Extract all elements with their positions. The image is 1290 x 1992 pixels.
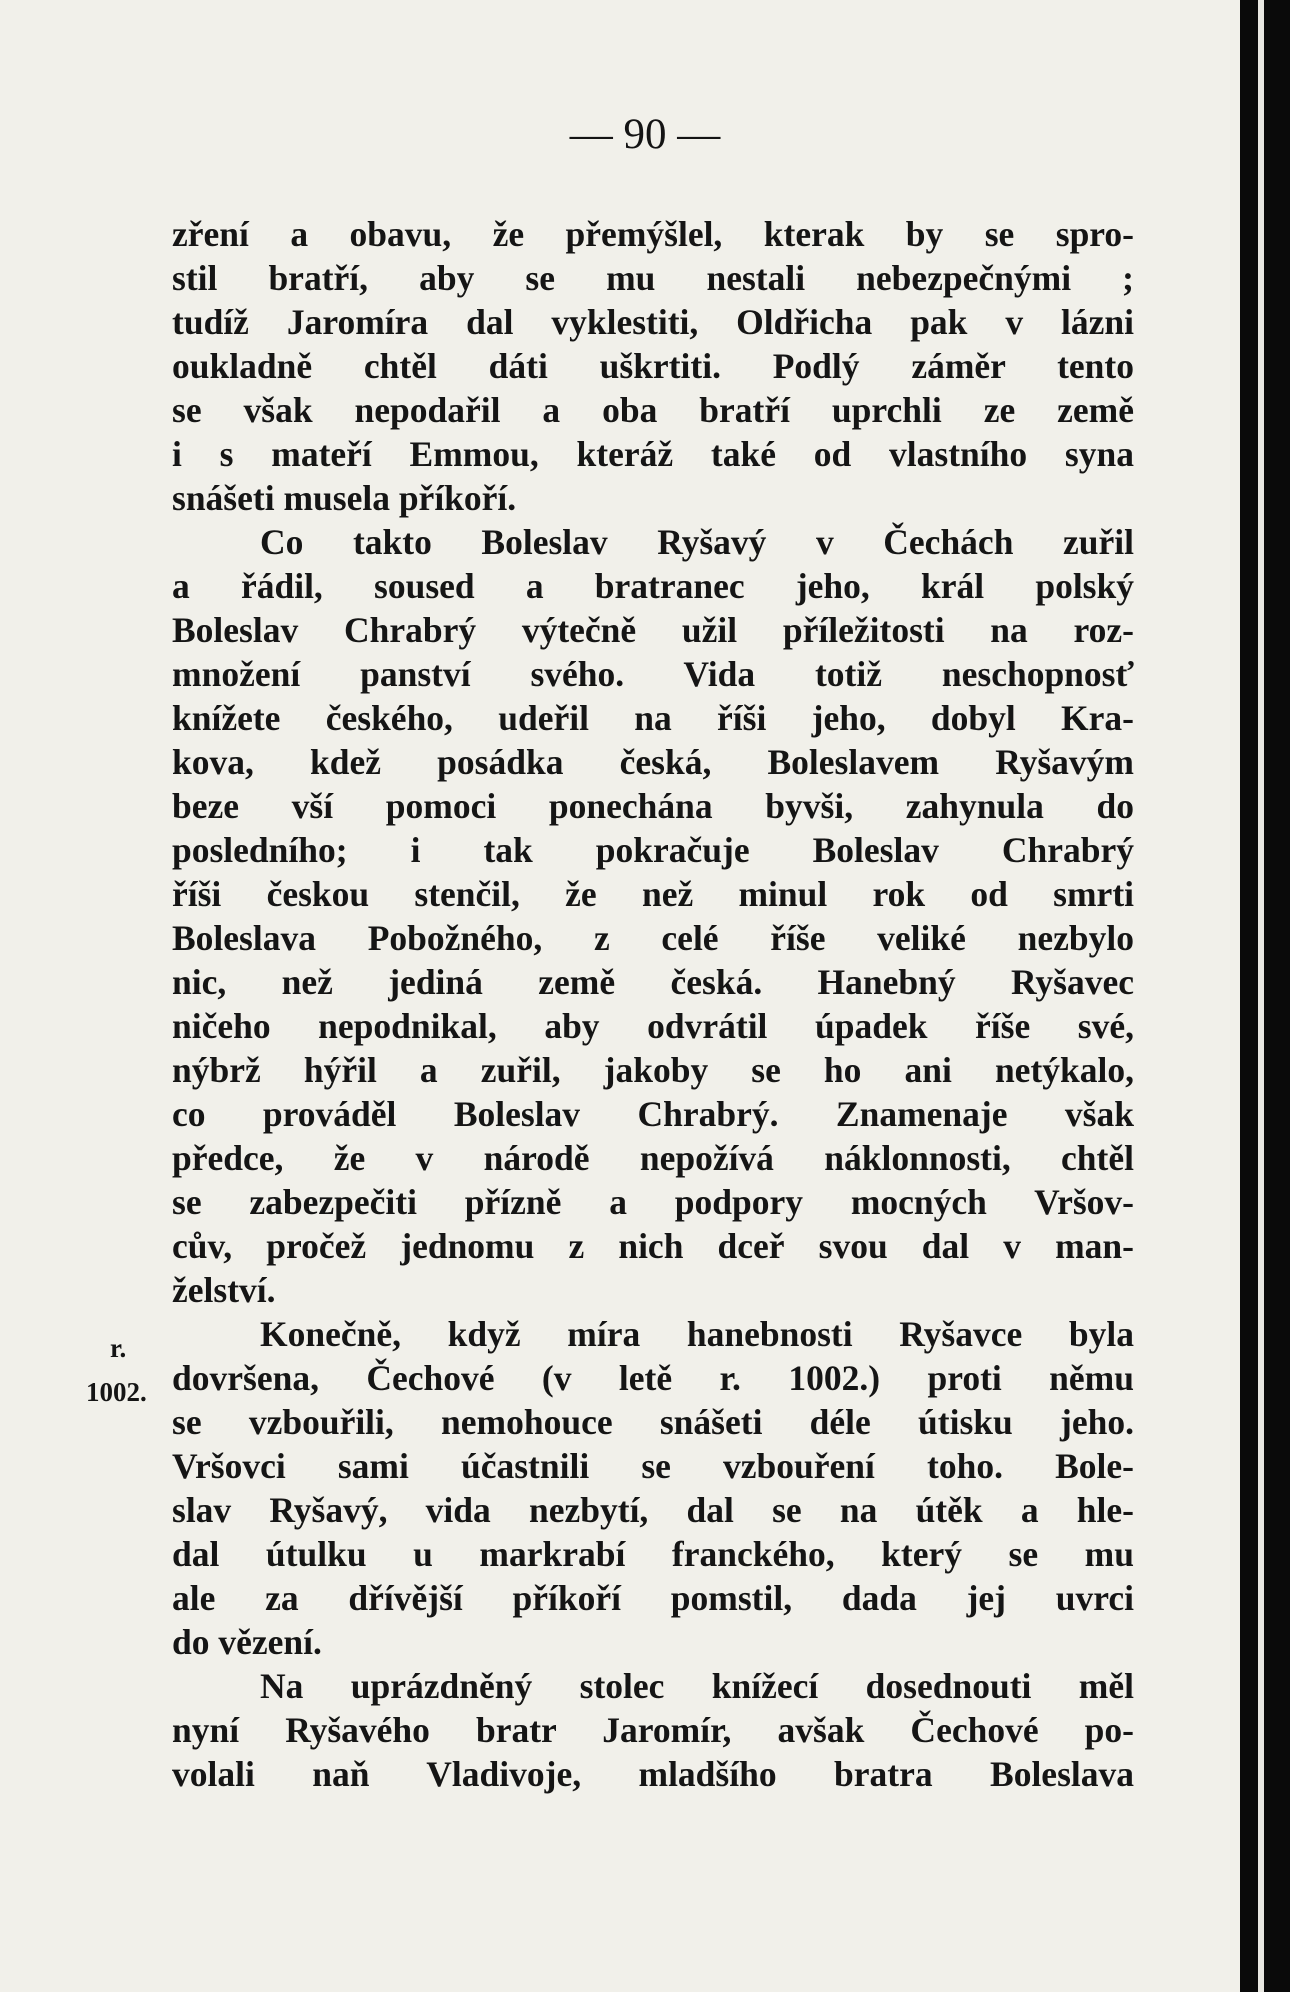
text-line: ničeho nepodnikal, aby odvrátil úpadek říše své, [172,1006,1134,1046]
body-text [172,212,1134,1796]
text-line: nyní Ryšavého bratr Jaromír, avšak Čechové po- [172,1710,1134,1750]
margin-note-label: r. [110,1333,127,1363]
text-line: volali naň Vladivoje, mladšího bratra Boleslava [172,1754,1134,1794]
text-line: se vzbouřili, nemohouce snášeti déle útisku jeho. [172,1402,1134,1442]
text-line: posledního; i tak pokračuje Boleslav Chrabrý [172,830,1134,870]
text-line: co prováděl Boleslav Chrabrý. Znamenaje však [172,1094,1134,1134]
text-line: knížete českého, udeřil na říši jeho, dobyl Kra- [172,698,1134,738]
text-line: a řádil, soused a bratranec jeho, král polský [172,566,1134,606]
text-line: želství. [172,1270,276,1310]
text-line: nýbrž hýřil a zuřil, jakoby se ho ani netýkalo, [172,1050,1134,1090]
text-line: tudíž Jaromíra dal vyklestiti, Oldřicha pak v lázni [172,302,1134,342]
text-line: množení panství svého. Vida totiž neschopnosť [172,654,1134,694]
scan-edge-line [1258,0,1264,1992]
text-line: Vršovci sami účastnili se vzbouření toho. Bole- [172,1446,1134,1486]
text-line: beze vší pomoci ponechána byvši, zahynula do [172,786,1134,826]
text-line: nic, než jediná země česká. Hanebný Ryšavec [172,962,1134,1002]
text-line: předce, že v národě nepožívá náklonnosti, chtěl [172,1138,1134,1178]
text-line: Boleslava Pobožného, z celé říše veliké nezbylo [172,918,1134,958]
text-line: Boleslav Chrabrý výtečně užil příležitosti na roz- [172,610,1134,650]
text-line: kova, kdež posádka česká, Boleslavem Ryšavým [172,742,1134,782]
margin-note-year: 1002. [86,1377,147,1407]
page-number: — 90 — [569,111,721,158]
text-line: cův, pročež jednomu z nich dceř svou dal v man- [172,1226,1134,1266]
paragraph-start: Na uprázdněný stolec knížecí dosednouti měl [260,1666,1134,1706]
text-line: říši českou stenčil, že než minul rok od smrti [172,874,1134,914]
paragraph-start: Co takto Boleslav Ryšavý v Čechách zuřil [260,522,1134,562]
text-line: dal útulku u markrabí franckého, který se mu [172,1534,1134,1574]
text-line: se však nepodařil a oba bratří uprchli ze země [172,390,1134,430]
text-line: snášeti musela příkoří. [172,478,517,518]
scan-dark-edge [1240,0,1290,1992]
text-line: se zabezpečiti přízně a podpory mocných Vršov- [172,1182,1134,1222]
text-line: i s mateří Emmou, kteráž také od vlastního syna [172,434,1134,474]
text-line: ale za dřívější příkoří pomstil, dada jej uvrci [172,1578,1134,1618]
text-line: do vězení. [172,1622,322,1662]
text-line: zření a obavu, že přemýšlel, kterak by se spro- [172,214,1134,254]
text-line: slav Ryšavý, vida nezbytí, dal se na útěk a hle- [172,1490,1134,1530]
text-line: dovršena, Čechové (v letě r. 1002.) proti němu [172,1358,1134,1398]
text-line: oukladně chtěl dáti uškrtiti. Podlý záměr tento [172,346,1134,386]
text-line: stil bratří, aby se mu nestali nebezpečnými ; [172,258,1134,298]
paragraph-start: Konečně, když míra hanebnosti Ryšavce byla [260,1314,1134,1354]
